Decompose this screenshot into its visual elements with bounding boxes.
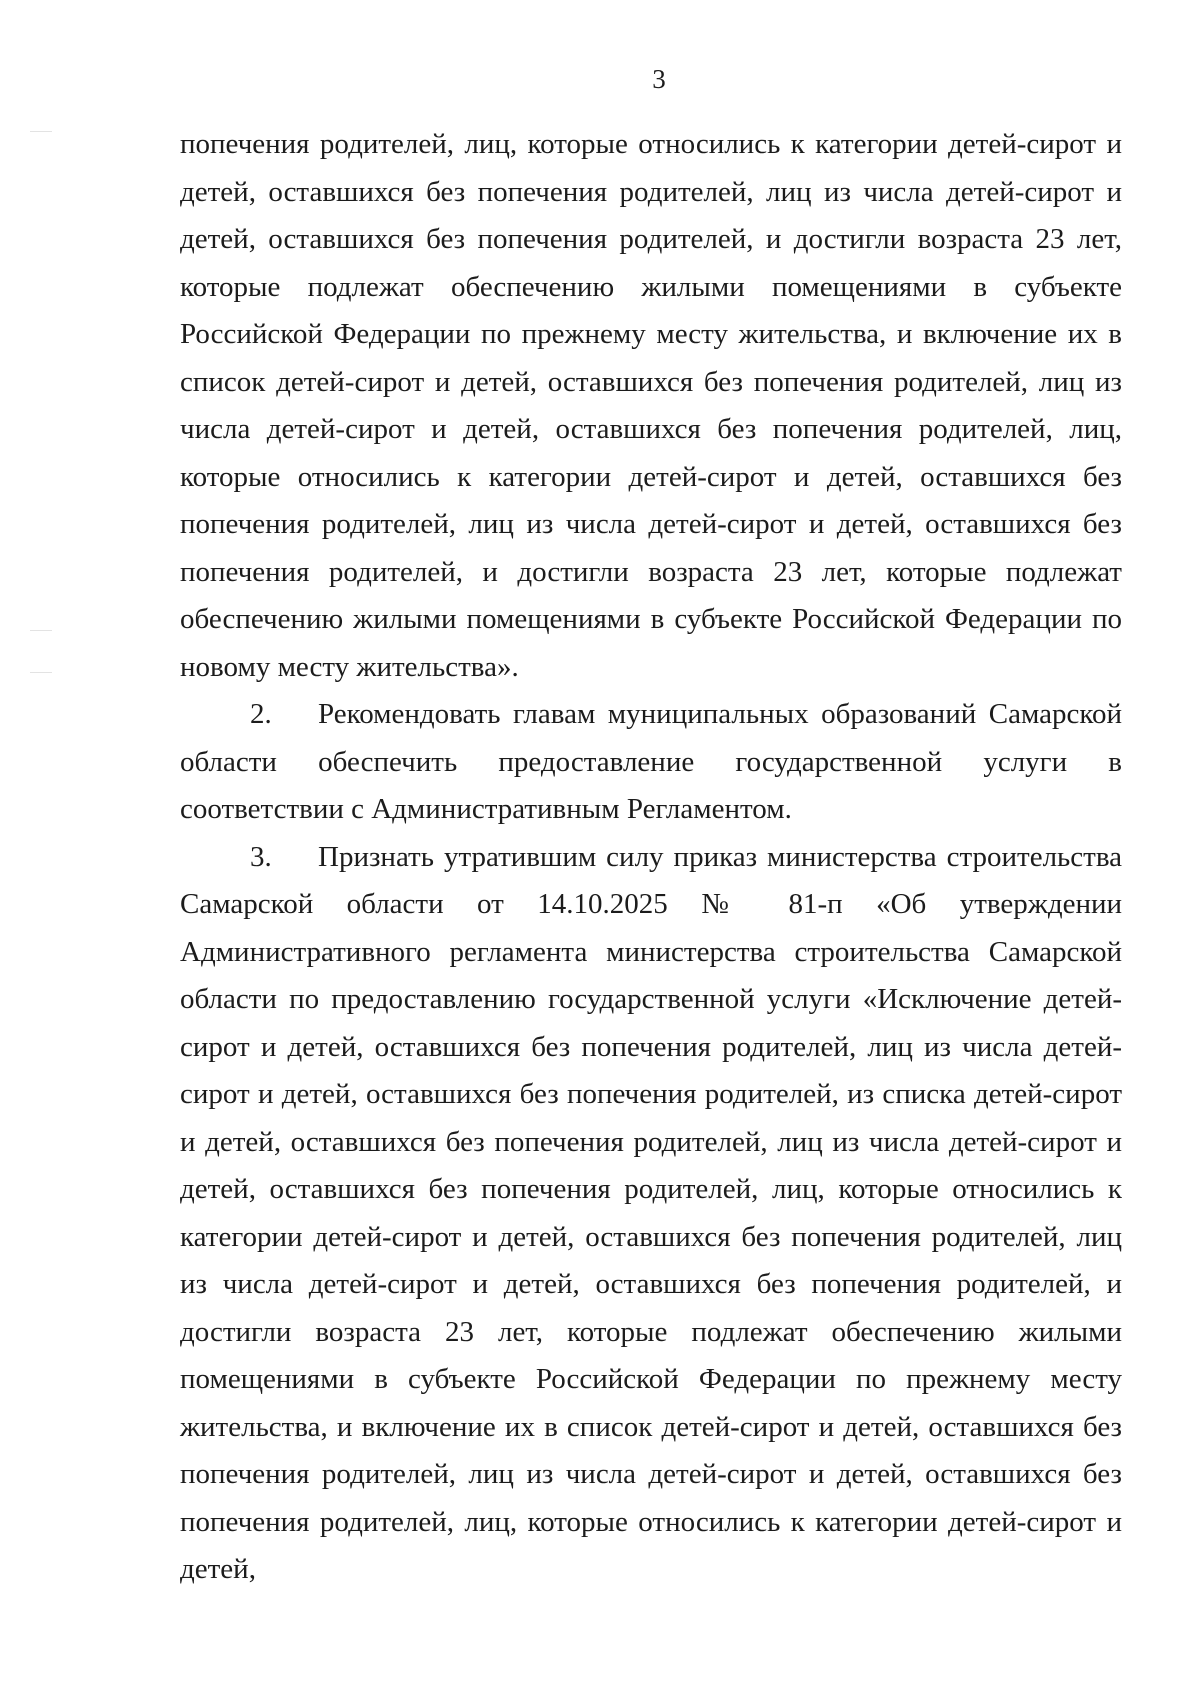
document-body <box>180 121 1122 1594</box>
paragraph-item-3 <box>180 834 1122 1594</box>
paragraph-text: Рекомендовать главам муниципальных образований Самарской области обеспечить предоставление государственной услуги в соответствии с Административным Регламентом. <box>180 698 1122 825</box>
margin-mark <box>30 630 52 631</box>
paragraph-item-2 <box>180 691 1122 834</box>
margin-mark <box>30 131 52 132</box>
page-number: 3 <box>652 64 666 94</box>
margin-mark <box>30 672 52 673</box>
paragraph-continuation <box>180 121 1122 691</box>
paragraph-number: 2. <box>250 698 272 730</box>
paragraph-number: 3. <box>250 840 272 873</box>
paragraph-text: Признать утратившим силу приказ министерства строительства Самарской области от 14.10.2025 № 81-п «Об утверждении Административного регламента министерства строительства Самарской области по предоставлению государственной услуги «Исключение детей-сирот и детей, оставшихся без попечения родителей, лиц из числа детей-сирот и детей, оставшихся без попечения родителей, из списка детей-сирот и детей, оставшихся без попечения родителей, лиц из числа детей-сирот и детей, оставшихся без попечения родителей, лиц, которые относились к категории детей-сирот и детей, оставшихся без попечения родителей, лиц из числа детей-сирот и детей, оставшихся без попечения родителей, и достигли возраста 23 лет, которые подлежат обеспечению жилыми помещениями в субъекте Российской Федерации по прежнему месту жительства, и включение их в список детей-сирот и детей, оставшихся без попечения родителей, лиц из числа детей-сирот и детей, оставшихся без попечения родителей, лиц, которые относились к категории детей-сирот и детей, <box>180 840 1122 1585</box>
paragraph-text: попечения родителей, лиц, которые относились к категории детей-сирот и детей, оставшихся без попечения родителей, лиц из числа детей-сирот и детей, оставшихся без попечения родителей, и достигли возраста 23 лет, которые подлежат обеспечению жилыми помещениями в субъекте Российской Федерации по прежнему месту жительства, и включение их в список детей-сирот и детей, оставшихся без попечения родителей, лиц из числа детей-сирот и детей, оставшихся без попечения родителей, лиц, которые относились к категории детей-сирот и детей, оставшихся без попечения родителей, лиц из числа детей-сирот и детей, оставшихся без попечения родителей, и достигли возраста 23 лет, которые подлежат обеспечению жилыми помещениями в субъекте Российской Федерации по новому месту жительства». <box>180 128 1122 683</box>
